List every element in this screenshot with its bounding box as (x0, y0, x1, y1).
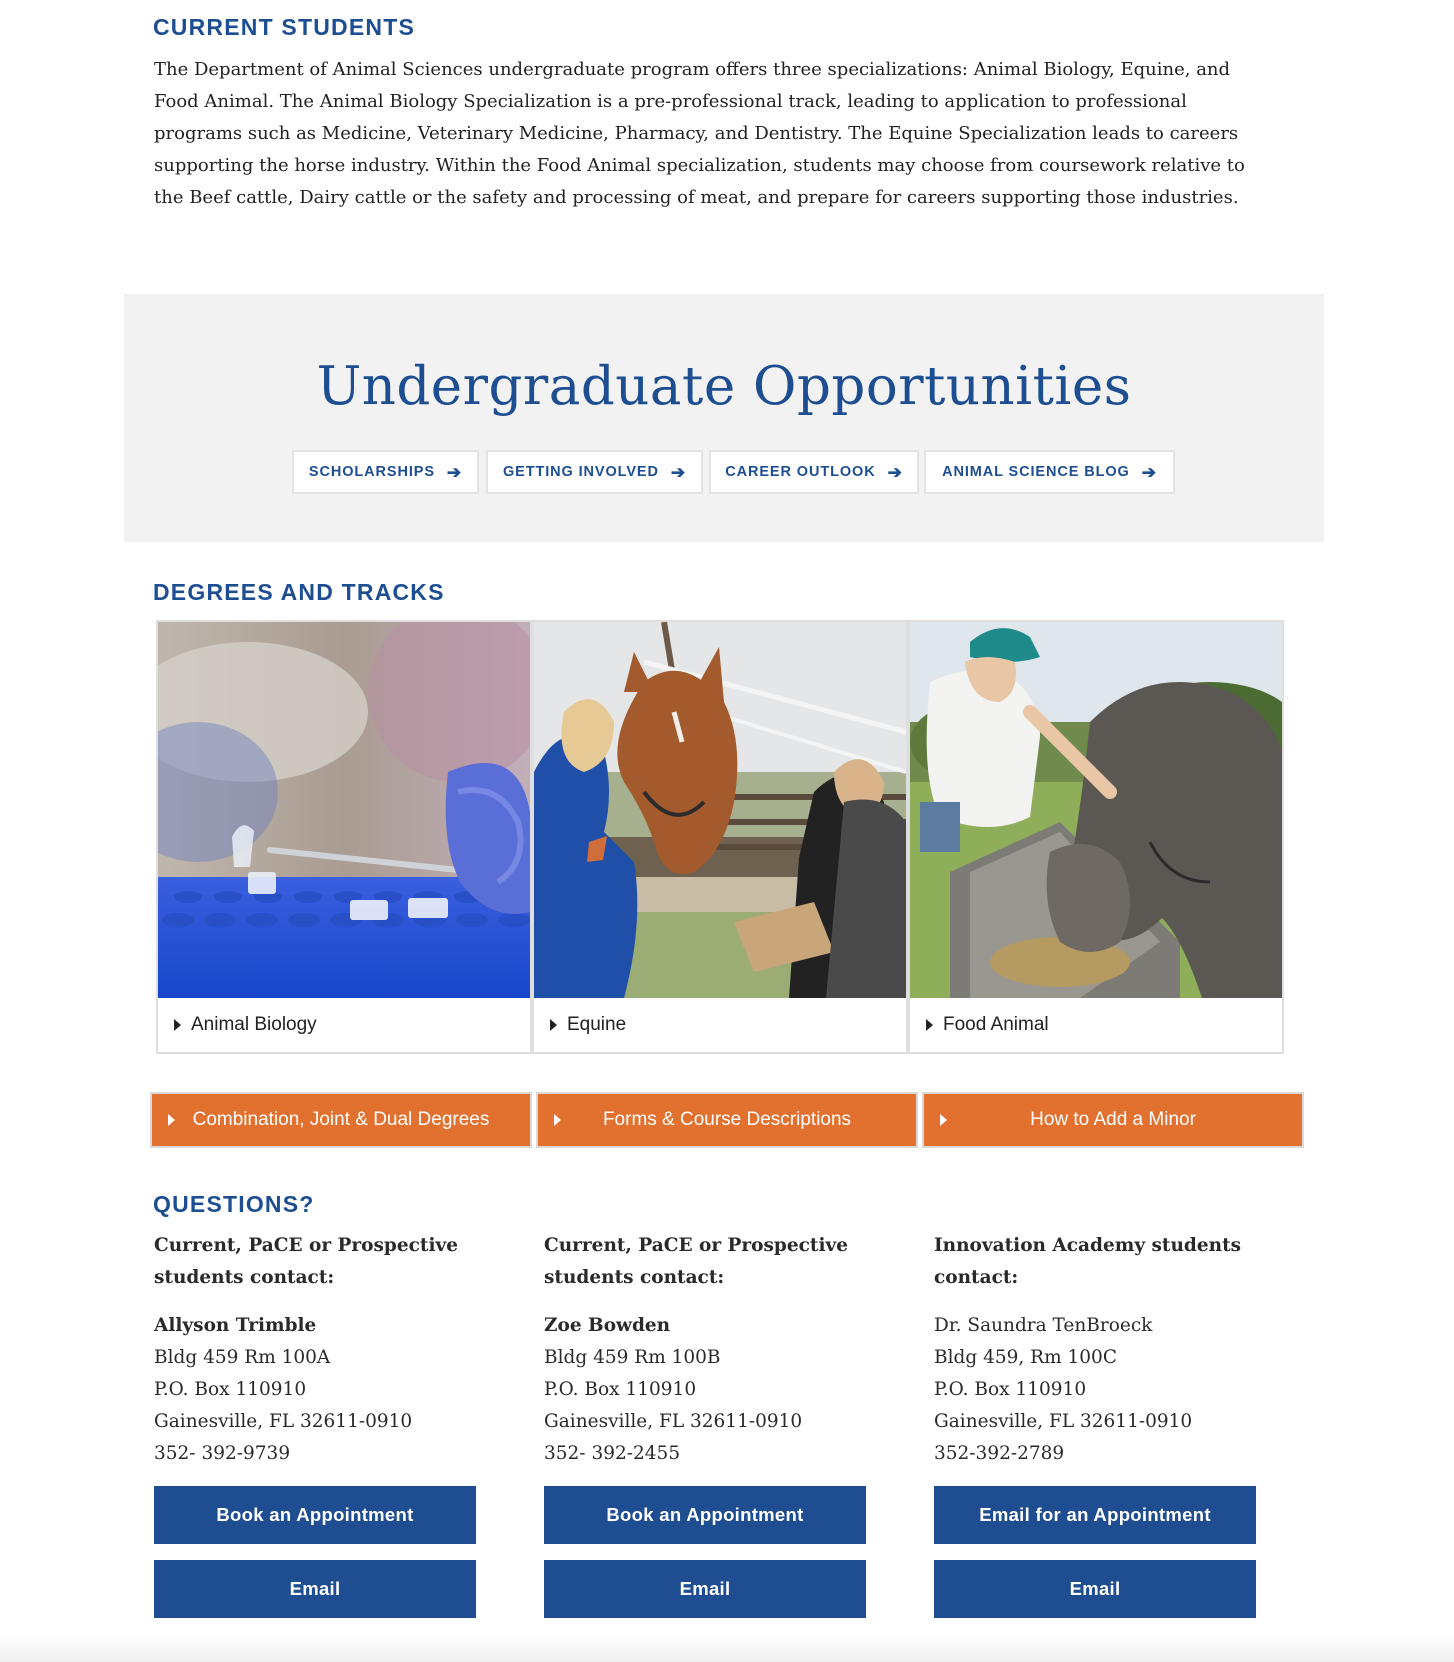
contact-po-box: P.O. Box 110910 (934, 1379, 1087, 1400)
equine-card[interactable] (532, 620, 908, 1054)
equine-label: Equine (567, 1014, 627, 1035)
contact-phone: 352- 392-9739 (154, 1443, 291, 1464)
degree-cards (156, 620, 1293, 1054)
arrow-right-icon: ➔ (446, 462, 463, 482)
contact-name: Zoe Bowden (544, 1315, 671, 1336)
contact-room: Bldg 459, Rm 100C (934, 1347, 1117, 1368)
contact-room: Bldg 459 Rm 100A (154, 1347, 331, 1368)
opportunities-button-row (124, 450, 1324, 494)
animal-biology-card[interactable] (156, 620, 532, 1054)
undergraduate-opportunities-panel (124, 294, 1324, 542)
food-animal-label-row (910, 998, 1282, 1052)
questions-heading: QUESTIONS? (153, 1191, 315, 1217)
animal-biology-label: Animal Biology (191, 1014, 317, 1035)
career-outlook-label: CAREER OUTLOOK (725, 464, 876, 480)
opportunities-title: Undergraduate Opportunities (316, 356, 1132, 417)
contact-po-box: P.O. Box 110910 (154, 1379, 307, 1400)
contact-audience: Current, PaCE or Prospective students contact: (544, 1235, 848, 1288)
lab-pipette-photo (158, 622, 530, 998)
degree-links-row (150, 1092, 1298, 1148)
contact-city: Gainesville, FL 32611-0910 (154, 1411, 413, 1432)
contact-audience: Innovation Academy students contact: (934, 1235, 1242, 1288)
caret-right-icon (550, 1019, 557, 1031)
scholarships-button[interactable] (292, 450, 479, 494)
caret-right-icon (926, 1019, 933, 1031)
animal-science-blog-button[interactable] (924, 450, 1175, 494)
getting-involved-button[interactable] (486, 450, 703, 494)
caret-right-icon (168, 1114, 175, 1126)
forms-course-descriptions-button[interactable] (536, 1092, 918, 1148)
contact-room: Bldg 459 Rm 100B (544, 1347, 721, 1368)
caret-right-icon (554, 1114, 561, 1126)
contact-card (934, 1230, 1264, 1470)
animal-science-blog-label: ANIMAL SCIENCE BLOG (942, 464, 1130, 480)
contact-audience: Current, PaCE or Prospective students contact: (154, 1235, 458, 1288)
contact-city: Gainesville, FL 32611-0910 (544, 1411, 803, 1432)
contact-card (544, 1230, 874, 1470)
horse-students-photo (534, 622, 906, 998)
page-bottom-shade (0, 1634, 1454, 1662)
contact-city: Gainesville, FL 32611-0910 (934, 1411, 1193, 1432)
contact-phone: 352-392-2789 (934, 1443, 1065, 1464)
contact-card (154, 1230, 484, 1470)
scholarships-label: SCHOLARSHIPS (308, 464, 435, 480)
food-animal-label: Food Animal (943, 1014, 1049, 1035)
degrees-and-tracks-heading: DEGREES AND TRACKS (153, 579, 445, 605)
add-minor-button[interactable] (922, 1092, 1304, 1148)
career-outlook-button[interactable] (709, 450, 919, 494)
email-button[interactable]: Email (154, 1560, 476, 1618)
caret-right-icon (940, 1114, 947, 1126)
contact-name: Allyson Trimble (154, 1315, 317, 1336)
cattle-student-photo (910, 622, 1282, 998)
contact-phone: 352- 392-2455 (544, 1443, 681, 1464)
book-appointment-button[interactable]: Book an Appointment (544, 1486, 866, 1544)
arrow-right-icon: ➔ (887, 462, 903, 482)
contact-name: Dr. Saundra TenBroeck (934, 1315, 1153, 1336)
combination-degrees-button[interactable] (150, 1092, 532, 1148)
arrow-right-icon: ➔ (670, 462, 687, 482)
combination-degrees-label: Combination, Joint & Dual Degrees (192, 1109, 490, 1130)
getting-involved-label: GETTING INVOLVED (502, 464, 659, 480)
food-animal-card[interactable] (908, 620, 1284, 1054)
book-appointment-button[interactable]: Book an Appointment (154, 1486, 476, 1544)
arrow-right-icon: ➔ (1141, 462, 1157, 482)
animal-biology-label-row (158, 998, 530, 1052)
email-button[interactable]: Email (934, 1560, 1256, 1618)
email-button[interactable]: Email (544, 1560, 866, 1618)
add-minor-label: How to Add a Minor (1030, 1109, 1196, 1130)
forms-course-descriptions-label: Forms & Course Descriptions (602, 1109, 852, 1130)
equine-label-row (534, 998, 906, 1052)
current-students-heading: CURRENT STUDENTS (153, 14, 415, 40)
email-for-appointment-button[interactable]: Email for an Appointment (934, 1486, 1256, 1544)
caret-right-icon (174, 1019, 181, 1031)
contact-po-box: P.O. Box 110910 (544, 1379, 697, 1400)
current-students-intro: The Department of Animal Sciences undergraduate program offers three specializations: Animal Biology, Equine, and Food Animal. The Animal Biology Specialization is a pre-professional track, leading to application to professional programs such as Medicine, Veterinary Medicine, Pharmacy, and Dentistry. The Equine Specialization leads to careers supporting the horse industry. Within the Food Animal specialization, students may choose from coursework relative to the Beef cattle, Dairy cattle or the safety and processing of meat, and prepare for careers supporting those industries. (154, 59, 1245, 208)
